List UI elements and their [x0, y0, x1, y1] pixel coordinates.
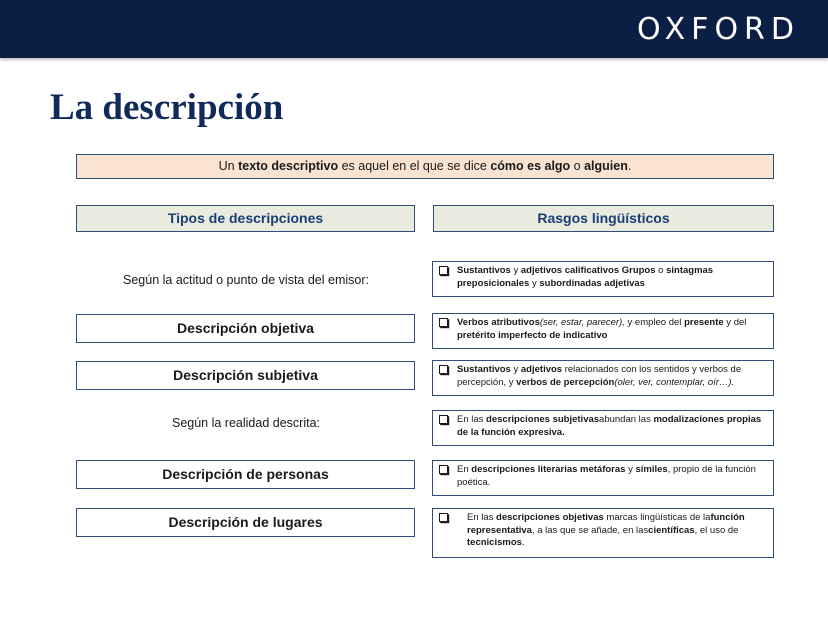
subjective-description: Descripción subjetiva: [76, 361, 415, 390]
definition-box: Un texto descriptivo es aquel en el que se dice cómo es algo o alguien.: [76, 154, 774, 179]
label-attitude: Según la actitud o punto de vista del emisor:: [123, 273, 369, 287]
trait-item: Sustantivos y adjetivos calificativos Grupos o sintagmas preposicionales y subordinadas adjetivas: [432, 261, 774, 297]
label-reality: Según la realidad descrita:: [171, 416, 320, 430]
checkbox-icon: [439, 318, 448, 327]
checkbox-icon: [439, 465, 448, 474]
checkbox-icon: [439, 415, 448, 424]
trait-item: En las descripciones subjetivasabundan las modalizaciones propias de la función expresiva.: [432, 410, 774, 446]
page-title: La descripción: [50, 87, 284, 128]
objective-description: Descripción objetiva: [76, 314, 415, 343]
checkbox-icon: [439, 365, 448, 374]
brand-logo: OXFORD: [636, 12, 800, 47]
trait-item: Sustantivos y adjetivos relacionados con los sentidos y verbos de percepción, y verbos de percepción(oler, ver, contemplar, oír…).: [432, 360, 774, 396]
trait-item: Verbos atributivos(ser, estar, parecer), y empleo del presente y del pretérito imperfecto de indicativo: [432, 313, 774, 349]
checkbox-icon: [439, 513, 448, 522]
trait-item: En las descripciones objetivas marcas lingüísticas de lafunción representativa, a las que se añade, en lascientíficas, el uso de tecnicismos.: [432, 508, 774, 558]
types-header: Tipos de descripciones: [76, 205, 415, 232]
trait-item: En descripciones literarias metáforas y símiles, propio de la función poética.: [432, 460, 774, 496]
checkbox-icon: [439, 266, 448, 275]
top-banner: [0, 0, 828, 58]
traits-header: Rasgos lingüísticos: [433, 205, 774, 232]
people-description: Descripción de personas: [76, 460, 415, 489]
places-description: Descripción de lugares: [76, 508, 415, 537]
